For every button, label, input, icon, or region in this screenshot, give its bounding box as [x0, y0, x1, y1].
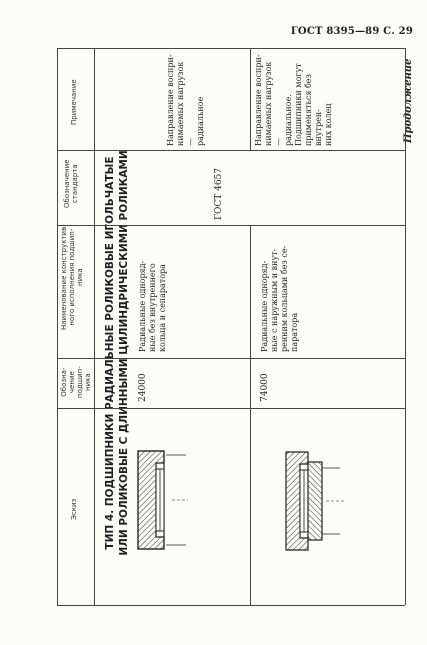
- row-1-note: Направление воспри- нимаемых нагрузок — радиальное: [166, 54, 205, 146]
- page-header: ГОСТ 8395—89 С. 29: [290, 26, 413, 37]
- row-divider-standard: [57, 225, 405, 226]
- row-divider: [250, 48, 251, 150]
- table-title-line-2: ИЛИ РОЛИКОВЫЕ С ДЛИННЫМИ ЦИЛИНДРИЧЕСКИМИ РОЛИКАМИ: [118, 150, 130, 556]
- continued-label: Продолжение: [403, 58, 414, 143]
- row-divider-top: [57, 48, 405, 49]
- table-border-left: [57, 48, 58, 605]
- row-divider-bottom: [57, 605, 405, 606]
- table-border-right: [405, 48, 406, 605]
- header-divider: [94, 48, 95, 605]
- row-divider-lower-left: [250, 225, 251, 605]
- row-1-code: 24000: [138, 373, 148, 402]
- sketch-bearing-24000: [128, 445, 192, 555]
- row-2-code: 74000: [260, 373, 270, 402]
- header-standard: Обозначение стандарта: [63, 159, 79, 208]
- header-note: Примечание: [70, 79, 78, 125]
- standard-value: ГОСТ 4657: [214, 168, 224, 220]
- header-designation: Обозна- чение подшип- ника: [60, 366, 92, 398]
- header-name: Наименование конструктив- ного исполнения подшип- ника: [60, 224, 84, 330]
- table-title-line-1: ТИП 4. ПОДШИПНИКИ РАДИАЛЬНЫЕ РОЛИКОВЫЕ ИГОЛЬЧАТЫЕ: [104, 156, 116, 550]
- row-1-name: Радиальные одноряд- ные без внутреннего кольца и сепаратора: [138, 260, 167, 352]
- row-divider-designation: [57, 408, 405, 409]
- header-sketch: Эскиз: [70, 498, 78, 520]
- row-2-name: Радиальные одноряд- ные с наружным и внут- ренним кольцами без се- паратора: [260, 245, 299, 352]
- row-divider-name: [57, 358, 405, 359]
- sketch-bearing-74000: [270, 448, 350, 554]
- row-2-note: Направление воспри- нимаемых нагрузок — радиальное. Подшипники могут применяться без внутрен- них колец: [254, 54, 333, 146]
- table-title: [103, 138, 131, 568]
- row-divider-note: [57, 150, 405, 151]
